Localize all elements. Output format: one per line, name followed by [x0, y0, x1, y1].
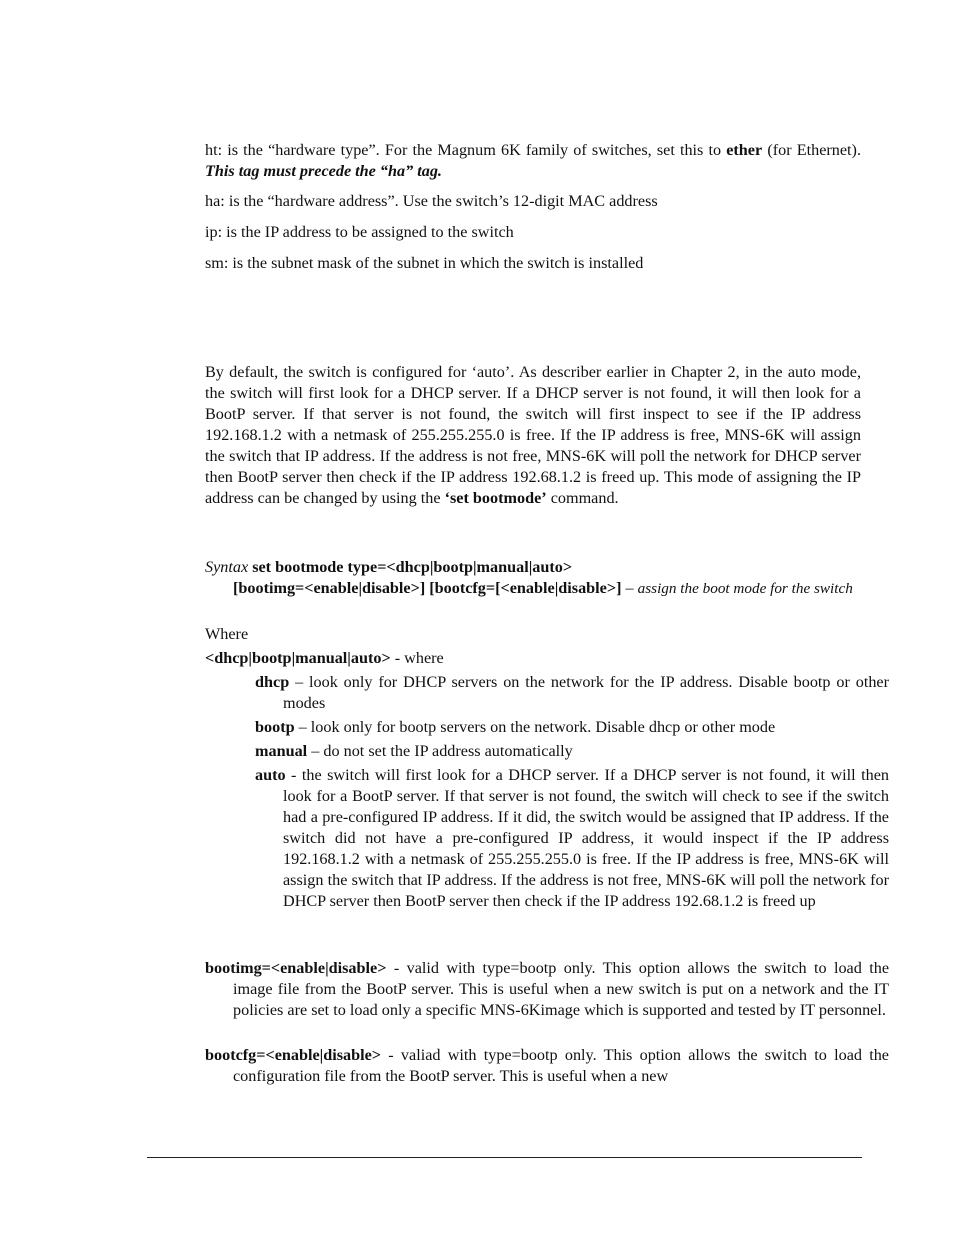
- mode-desc: - the switch will first look for a DHCP server. If a DHCP server is not found, it will then look for a BootP server. If that server is not found, the switch will check to see if the switch had a pre-configured IP address. If it did, the switch would be assigned that IP address. If the switch did not have a pre-configured IP address, it would inspect if the IP address 192.168.1.2 with a netmask of 255.255.255.0 is free. If the IP address is free, MNS-6K will assign the switch that IP address. If the address is not free, MNS-6K will poll the network for DHCP server then BootP server then check if the IP address 192.68.1.2 is freed up: [283, 766, 889, 910]
- intro-tail: command.: [546, 489, 619, 507]
- ht-ether: ether: [726, 141, 763, 159]
- syntax-options-text: [bootimg=<enable|disable>] [bootcfg=[<enable|disable>]: [233, 579, 622, 597]
- syntax-options: [233, 578, 861, 599]
- intro-command: ‘set bootmode’: [444, 489, 547, 507]
- syntax-command: set bootmode type=<dhcp|bootp|manual|auto>: [248, 558, 573, 576]
- ht-text-2: (for Ethernet).: [762, 141, 861, 159]
- bootcfg-desc: - valiad with type=bootp only. This option allows the switch to load the configuration file from the BootP server. This is useful when a new: [233, 1046, 889, 1085]
- footer-rule: [147, 1157, 862, 1158]
- mode-name: auto: [255, 766, 286, 784]
- mode-dhcp: [255, 672, 889, 714]
- syntax-label: Syntax: [205, 558, 249, 576]
- intro-paragraph: [205, 362, 861, 509]
- mode-desc: – look only for bootp servers on the network. Disable dhcp or other mode: [294, 718, 776, 736]
- ht-definition: [205, 140, 861, 182]
- type-param-name: <dhcp|bootp|manual|auto>: [205, 649, 391, 667]
- ht-text: ht: is the “hardware type”. For the Magnum 6K family of switches, set this to: [205, 141, 727, 159]
- syntax-note: assign the boot mode for the switch: [637, 580, 853, 597]
- syntax-line: [205, 557, 861, 578]
- ht-note: This tag must precede the “ha” tag.: [205, 162, 442, 180]
- ip-definition: ip: is the IP address to be assigned to the switch: [205, 223, 514, 241]
- intro-text: By default, the switch is configured for ‘auto’. As describer earlier in Chapter 2, in the auto mode, the switch will first look for a DHCP server. If a DHCP server is not found, it will then look for a BootP server. If that server is not found, the switch will first inspect to see if the IP address 192.168.1.2 with a netmask of 255.255.255.0 is free. If the IP address is free, MNS-6K will assign the switch that IP address. If the address is not free, MNS-6K will poll the network for DHCP server then BootP server then check if the IP address 192.68.1.2 is freed up. This mode of assigning the IP address can be changed by using the: [205, 363, 861, 507]
- mode-name: dhcp: [255, 673, 290, 691]
- mode-desc: – look only for DHCP servers on the network for the IP address. Disable bootp or other modes: [283, 673, 889, 712]
- ha-definition: ha: is the “hardware address”. Use the switch’s 12-digit MAC address: [205, 192, 658, 210]
- mode-name: manual: [255, 742, 308, 760]
- mode-bootp: [255, 717, 889, 738]
- bootcfg-option: [205, 1045, 889, 1087]
- bootcfg-name: bootcfg=<enable|disable>: [205, 1046, 382, 1064]
- bootimg-name: bootimg=<enable|disable>: [205, 959, 387, 977]
- mode-name: bootp: [255, 718, 295, 736]
- sm-definition: sm: is the subnet mask of the subnet in which the switch is installed: [205, 254, 644, 272]
- bootimg-option: [205, 958, 889, 1021]
- where-label: Where: [205, 625, 249, 643]
- type-param: [205, 648, 861, 669]
- mode-manual: [255, 741, 889, 762]
- syntax-dash: –: [621, 579, 638, 597]
- type-param-desc: - where: [390, 649, 444, 667]
- mode-desc: – do not set the IP address automatically: [307, 742, 573, 760]
- bootimg-desc: - valid with type=bootp only. This option allows the switch to load the image file from the BootP server. This is useful when a new switch is put on a network and the IT policies are set to load only a specific MNS-6Kimage which is supported and tested by IT personnel.: [233, 959, 889, 1019]
- mode-auto: [255, 765, 889, 912]
